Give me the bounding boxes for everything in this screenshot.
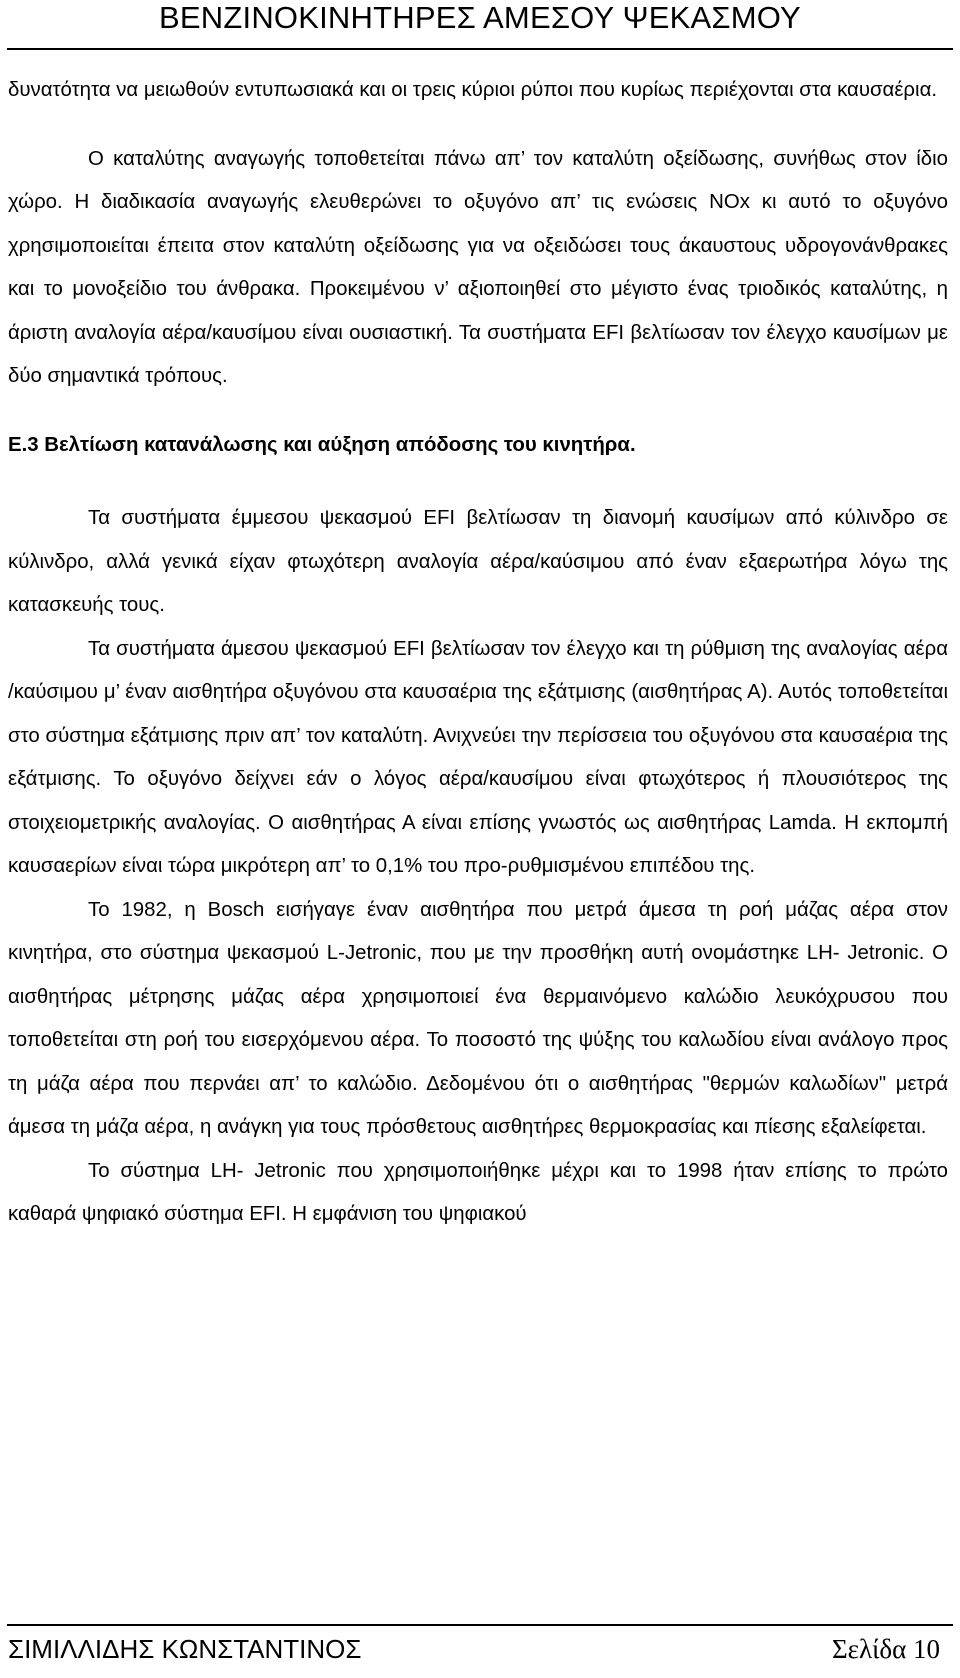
- section-heading: Ε.3 Βελτίωση κατανάλωσης και αύξηση απόδοσης του κινητήρα.: [8, 433, 636, 456]
- document-body: [8, 69, 948, 1237]
- paragraph-direct-injection: Τα συστήματα άμεσου ψεκασμού EFI βελτίωσαν τον έλεγχο και τη ρύθμιση της αναλογίας αέρα /καύσιμου μ’ έναν αισθητήρα οξυγόνου στα καυσαέρια της εξάτμισης (αισθητήρας Α). Αυτός τοποθετείται στο σύστημα εξάτμισης πριν απ’ τον καταλύτη. Ανιχνεύει την περίσσεια του οξυγόνου στα καυσαέρια της εξάτμισης. Το οξυγόνο δείχνει εάν ο λόγος αέρα/καυσίμου είναι φτωχότερος ή πλουσιότερος της στοιχειομετρικής αναλογίας. Ο αισθητήρας Α είναι επίσης γνωστός ως αισθητήρας Lamda. Η εκπομπή καυσαερίων είναι τώρα μικρότερη απ’ το 0,1% του προ-ρυθμισμένου επιπέδου της.: [8, 637, 948, 877]
- header-divider: [7, 48, 953, 50]
- paragraph-indirect-injection: Τα συστήματα έμμεσου ψεκασμού EFI βελτίωσαν τη διανομή καυσίμων από κύλινδρο σε κύλινδρο, αλλά γενικά είχαν φτωχότερη αναλογία αέρα/καύσιμου από έναν εξαερωτήρα λόγω της κατασκευής τους.: [8, 507, 948, 616]
- paragraph-bosch-sensor: Το 1982, η Bosch εισήγαγε έναν αισθητήρα που μετρά άμεσα τη ροή μάζας αέρα στον κινητήρα, στο σύστημα ψεκασμού L-Jetronic, που με την προσθήκη αυτή ονομάστηκε LH- Jetronic. Ο αισθητήρας μέτρησης μάζας αέρα χρησιμοποιεί ένα θερμαινόμενο καλώδιο λευκόχρυσου που τοποθετείται στη ροή του εισερχόμενου αέρα. Το ποσοστό της ψύξης του καλωδίου είναι ανάλογο προς τη μάζα αέρα που περνάει απ’ το καλώδιο. Δεδομένου ότι ο αισθητήρας "θερμών καλωδίων" μετρά άμεσα τη μάζα αέρα, η ανάγκη για τους πρόσθετους αισθητήρες θερμοκρασίας και πίεσης εξαλείφεται.: [8, 898, 948, 1138]
- running-header-title: ΒΕΝΖΙΝΟΚΙΝΗΤΗΡΕΣ ΑΜΕΣΟΥ ΨΕΚΑΣΜΟΥ: [159, 0, 801, 35]
- page-number: Σελίδα 10: [831, 1634, 940, 1664]
- paragraph-lh-jetronic: Το σύστημα LH- Jetronic που χρησιμοποιήθηκε μέχρι και το 1998 ήταν επίσης το πρώτο καθαρά ψηφιακό σύστημα EFI. Η εμφάνιση του ψηφιακού: [8, 1159, 948, 1225]
- paragraph-reduction-catalyst: Ο καταλύτης αναγωγής τοποθετείται πάνω απ’ τον καταλύτη οξείδωσης, συνήθως στον ίδιο χώρο. Η διαδικασία αναγωγής ελευθερώνει το οξυγόνο απ’ τις ενώσεις NOx κι αυτό το οξυγόνο χρησιμοποιείται έπειτα στον καταλύτη οξείδωσης για να οξειδώσει τους άκαυστους υδρογονάνθρακες και το μονοξείδιο του άνθρακα. Προκειμένου ν’ αξιοποιηθεί στο μέγιστο ένας τριοδικός καταλύτης, η άριστη αναλογία αέρα/καυσίμου είναι ουσιαστική. Τα συστήματα EFI βελτίωσαν τον έλεγχο καυσίμων με δύο σημαντικά τρόπους.: [8, 147, 948, 387]
- footer-author: ΣΙΜΙΛΛΙΔΗΣ ΚΩΝΣΤΑΝΤΙΝΟΣ: [8, 1634, 362, 1664]
- footer-divider: [7, 1624, 953, 1626]
- paragraph-continuation: δυνατότητα να μειωθούν εντυπωσιακά και οι τρεις κύριοι ρύποι που κυρίως περιέχονται στα καυσαέρια.: [8, 79, 938, 101]
